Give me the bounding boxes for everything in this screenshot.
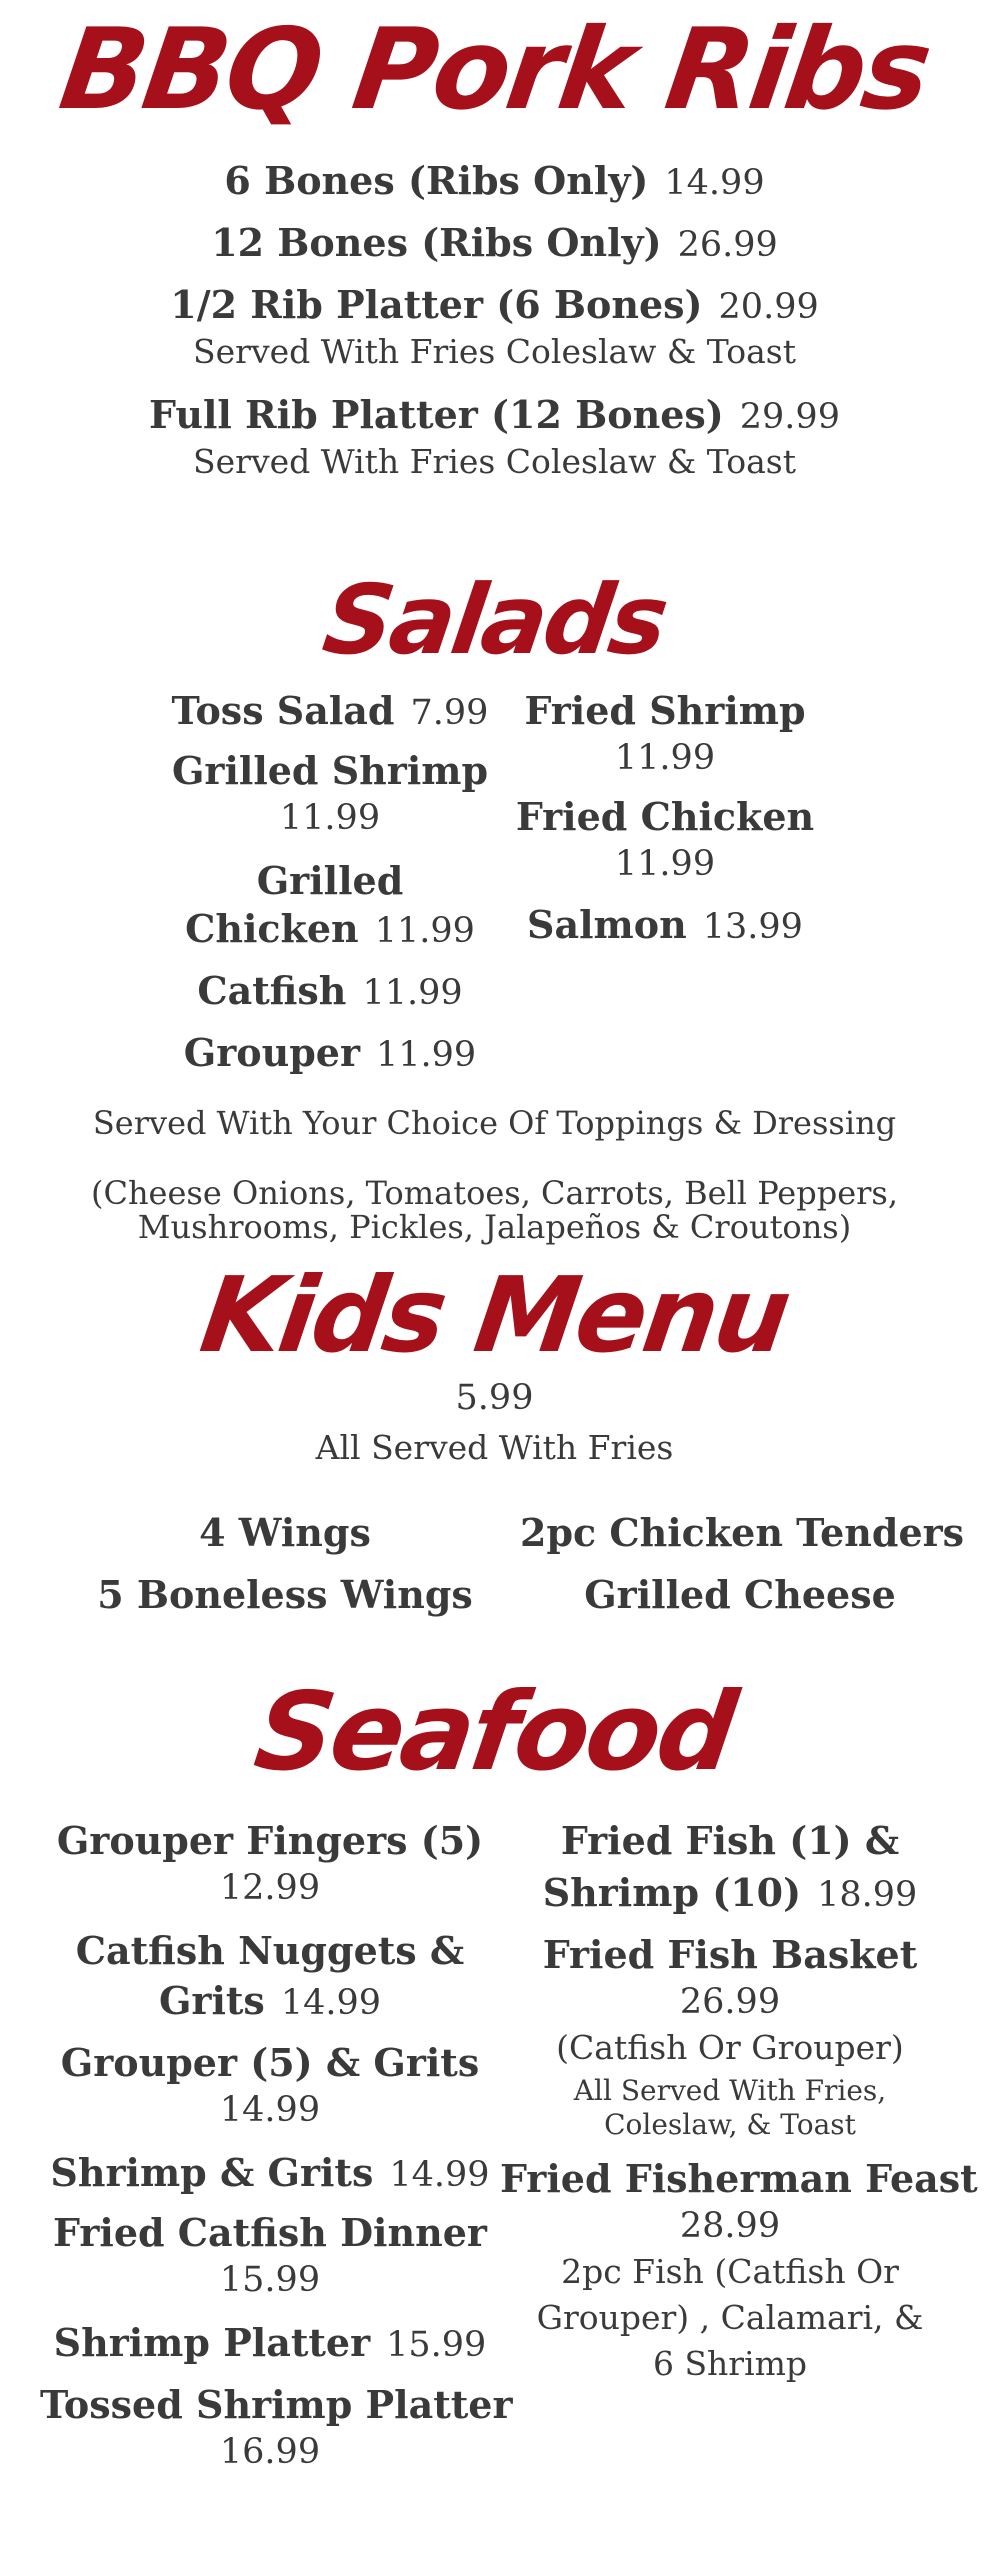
item-name: Grilled bbox=[256, 858, 404, 903]
item-price: 11.99 bbox=[374, 911, 475, 951]
item-note: 6 Shrimp bbox=[652, 2344, 808, 2383]
item-name: Catfish Nuggets & bbox=[75, 1928, 465, 1973]
menu-item bbox=[0, 392, 989, 437]
item-price: 11.99 bbox=[362, 973, 463, 1013]
salads-note: Served With Your Choice Of Toppings & Dressing bbox=[92, 1104, 897, 1142]
item-name: Grilled Shrimp bbox=[171, 748, 489, 793]
seafood-heading: Seafood bbox=[247, 1670, 742, 1795]
toppings-list: Mushrooms, Pickles, Jalapeños & Croutons) bbox=[137, 1208, 852, 1246]
menu-item bbox=[500, 1870, 960, 1915]
item-name: Chicken bbox=[185, 906, 359, 951]
item-price: 12.99 bbox=[219, 1868, 321, 1908]
item-price: 11.99 bbox=[279, 798, 381, 838]
item-price: 14.99 bbox=[664, 163, 765, 203]
item-name: Fried Shrimp bbox=[524, 688, 806, 733]
item-name: Fried Fish (1) & bbox=[560, 1818, 900, 1863]
bbq-pork-ribs-heading: BBQ Pork Ribs bbox=[52, 5, 937, 135]
item-price: 28.99 bbox=[679, 2206, 781, 2246]
menu-item bbox=[40, 1978, 500, 2023]
item-price: 7.99 bbox=[410, 693, 489, 733]
item-name: Grouper (5) & Grits bbox=[60, 2040, 480, 2085]
item-price: 20.99 bbox=[718, 287, 819, 327]
item-name: Fried Chicken bbox=[515, 794, 815, 839]
item-price: 15.99 bbox=[386, 2325, 487, 2365]
item-price: 11.99 bbox=[376, 1035, 477, 1075]
item-name: 12 Bones (Ribs Only) bbox=[211, 220, 662, 265]
item-name: Full Rib Platter (12 Bones) bbox=[149, 392, 724, 437]
kids-menu-heading: Kids Menu bbox=[193, 1254, 796, 1376]
menu-item bbox=[465, 902, 865, 947]
item-name: Fried Catfish Dinner bbox=[53, 2210, 487, 2255]
toppings-list: (Cheese Onions, Tomatoes, Carrots, Bell Peppers, bbox=[90, 1174, 899, 1212]
item-price: 11.99 bbox=[614, 738, 716, 778]
item-name: 1/2 Rib Platter (6 Bones) bbox=[170, 282, 703, 327]
item-price: 26.99 bbox=[677, 225, 778, 265]
item-price: 11.99 bbox=[614, 844, 716, 884]
item-price: 16.99 bbox=[219, 2432, 321, 2472]
salads-heading: Salads bbox=[316, 564, 673, 676]
item-name: 6 Bones (Ribs Only) bbox=[224, 158, 649, 203]
item-note: Served With Fries Coleslaw & Toast bbox=[193, 332, 796, 371]
kids-item: 4 Wings bbox=[199, 1510, 371, 1555]
item-price: 14.99 bbox=[280, 1983, 382, 2023]
kids-item: 2pc Chicken Tenders bbox=[520, 1510, 965, 1555]
item-note-small: Coleslaw, & Toast bbox=[604, 2108, 856, 2141]
item-price: 15.99 bbox=[219, 2260, 321, 2300]
menu-item bbox=[40, 2320, 500, 2365]
item-price: 26.99 bbox=[679, 1982, 781, 2022]
item-note-small: All Served With Fries, bbox=[573, 2074, 887, 2107]
menu-item bbox=[0, 158, 989, 203]
item-price: 14.99 bbox=[389, 2155, 490, 2195]
item-price: 14.99 bbox=[219, 2090, 321, 2130]
menu-item bbox=[130, 1030, 530, 1075]
menu-item bbox=[40, 2150, 500, 2195]
kids-item: Grilled Cheese bbox=[584, 1572, 896, 1617]
item-name: Shrimp (10) bbox=[542, 1870, 802, 1915]
item-name: Tossed Shrimp Platter bbox=[40, 2382, 513, 2427]
item-name: Grouper Fingers (5) bbox=[56, 1818, 484, 1863]
item-note: 2pc Fish (Catfish Or bbox=[561, 2252, 899, 2291]
item-name: Toss Salad bbox=[171, 688, 395, 733]
item-name: Shrimp Platter bbox=[53, 2320, 371, 2365]
item-name: Grouper bbox=[183, 1030, 360, 1075]
item-note: Grouper) , Calamari, & bbox=[536, 2298, 924, 2337]
menu-item bbox=[0, 220, 989, 265]
menu-item bbox=[0, 282, 989, 327]
item-note: Served With Fries Coleslaw & Toast bbox=[193, 442, 796, 481]
item-name: Fried Fish Basket bbox=[542, 1932, 918, 1977]
menu-item bbox=[130, 968, 530, 1013]
item-price: 13.99 bbox=[702, 907, 803, 947]
item-price: 18.99 bbox=[817, 1875, 918, 1915]
item-name: Salmon bbox=[527, 902, 687, 947]
kids-item: 5 Boneless Wings bbox=[97, 1572, 473, 1617]
kids-price: 5.99 bbox=[455, 1378, 534, 1418]
kids-note: All Served With Fries bbox=[315, 1428, 674, 1467]
item-name: Shrimp & Grits bbox=[50, 2150, 374, 2195]
item-note: (Catfish Or Grouper) bbox=[556, 2028, 904, 2067]
item-price: 29.99 bbox=[739, 397, 840, 437]
item-name: Grits bbox=[158, 1978, 265, 2023]
item-name: Fried Fisherman Feast bbox=[500, 2156, 978, 2201]
item-name: Catfish bbox=[197, 968, 347, 1013]
